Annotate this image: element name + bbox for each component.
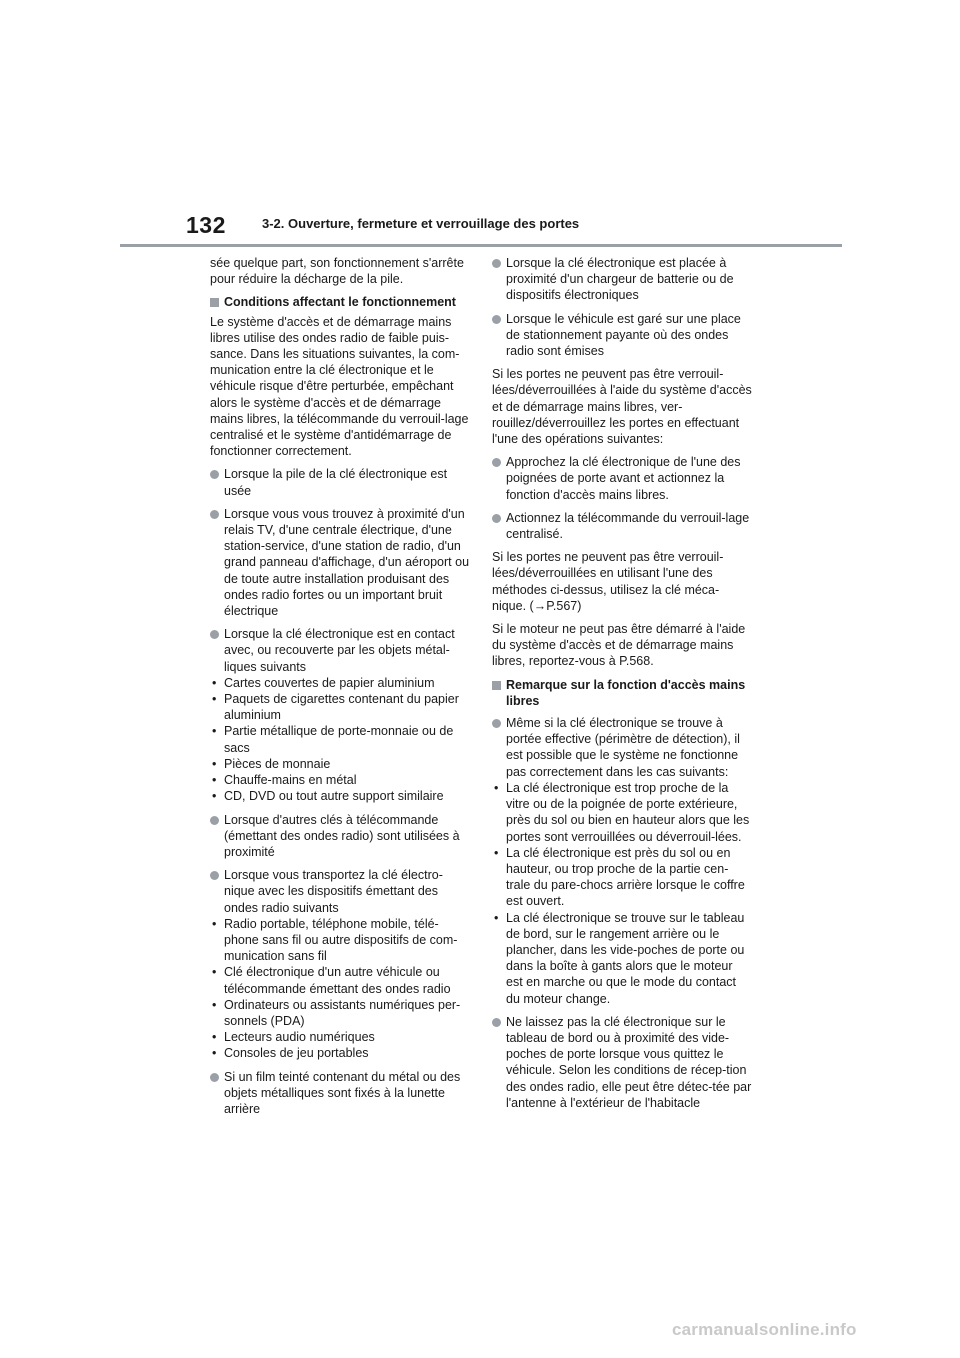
intro-paragraph: sée quelque part, son fonctionnement s'arrête pour réduire la décharge de la pile. <box>210 256 464 287</box>
circle-bullet-icon <box>210 1073 219 1082</box>
bullet-item <box>492 311 752 360</box>
section-heading <box>210 294 470 310</box>
sub-list-item: • La clé électronique est trop proche de la vitre ou de la poignée de porte extérieure, près du sol ou bien en hauteur alors que les portes sont verrouillées ou déverrouil-lées. <box>492 780 752 845</box>
bullet-item <box>210 626 470 675</box>
bullet-item <box>492 454 752 503</box>
sub-list <box>210 675 470 805</box>
bullet-text: Actionnez la télécommande du verrouil-lage centralisé. <box>506 510 750 542</box>
sub-list-item: • Radio portable, téléphone mobile, télé-phone sans fil ou autre dispositifs de com-munication sans fil <box>210 916 470 965</box>
sub-list-item: • Ordinateurs ou assistants numériques per-sonnels (PDA) <box>210 997 470 1029</box>
page-header <box>0 0 960 250</box>
heading-text: Conditions affectant le fonctionnement <box>224 295 456 310</box>
circle-bullet-icon <box>492 458 501 467</box>
body-paragraph: Le système d'accès et de démarrage mains libres utilise des ondes radio de faible puis-sance. Dans les situations suivantes, la com-munication entre la clé électronique et le véhicule risque d'être perturbée, empêchant alors le système d'accès et de démarrage mains libres, la télécommande du verrouil-lage centralisé et le système d'antidémarrage de fonctionner correctement. <box>210 314 469 459</box>
sub-list-item: • Partie métallique de porte-monnaie ou de sacs <box>210 723 470 755</box>
body-paragraph: Si le moteur ne peut pas être démarré à l'aide du système d'accès et de démarrage mains libres, reportez-vous à P.568. <box>492 622 746 669</box>
bullet-text: Lorsque la clé électronique est placée à proximité d'un chargeur de batterie ou de dispositifs électroniques <box>506 256 734 303</box>
heading-text: Remarque sur la fonction d'accès mains libres <box>506 677 746 708</box>
page-number: 132 <box>186 212 226 238</box>
right-column <box>492 255 752 1118</box>
sub-list-item: • Clé électronique d'un autre véhicule ou télécommande émettant des ondes radio <box>210 964 470 996</box>
circle-bullet-icon <box>210 816 219 825</box>
circle-bullet-icon <box>210 510 219 519</box>
sub-list-item: • Paquets de cigarettes contenant du papier aluminium <box>210 691 470 723</box>
bullet-text: Ne laissez pas la clé électronique sur le tableau de bord ou à proximité des vide-poches de porte lorsque vous quittez le véhicule. Selon les conditions de récep-tion des ondes radio, elle peut être détec-tée par l'antenne à l'extérieur de l'habitacle <box>506 1014 752 1110</box>
sub-list-item: • Cartes couvertes de papier aluminium <box>210 675 470 691</box>
bullet-text: Lorsque vous vous trouvez à proximité d'un relais TV, d'une centrale électrique, d'une station-service, d'une station de radio, d'un grand panneau d'affichage, d'un aéroport ou de toute autre installation produisant des ondes radio fortes ou un important bruit électrique <box>224 506 470 619</box>
header-rule <box>120 244 842 247</box>
circle-bullet-icon <box>492 514 501 523</box>
sub-list-item: • CD, DVD ou tout autre support similaire <box>210 788 470 804</box>
sub-list-item: • Lecteurs audio numériques <box>210 1029 470 1045</box>
sub-list-item: • Chauffe-mains en métal <box>210 772 470 788</box>
bullet-item <box>492 1014 752 1111</box>
square-bullet-icon <box>210 298 219 307</box>
section-title: 3-2. Ouverture, fermeture et verrouillage des portes <box>262 216 580 231</box>
circle-bullet-icon <box>210 630 219 639</box>
sub-list-item: • Consoles de jeu portables <box>210 1045 470 1061</box>
bullet-item <box>210 812 470 861</box>
bullet-text: Si un film teinté contenant du métal ou des objets métalliques sont fixés à la lunette arrière <box>224 1069 461 1116</box>
circle-bullet-icon <box>492 1018 501 1027</box>
body-paragraph: Si les portes ne peuvent pas être verrouil-lées/déverrouillées en utilisant l'une des méthodes ci-dessus, utilisez la clé méca-nique. (→P.567) <box>492 550 724 613</box>
bullet-text: Approchez la clé électronique de l'une des poignées de porte avant et actionnez la fonction d'accès mains libres. <box>506 455 741 502</box>
watermark: carmanualsonline.info <box>672 1320 857 1339</box>
bullet-item <box>210 506 470 619</box>
circle-bullet-icon <box>210 470 219 479</box>
bullet-item <box>210 1069 470 1118</box>
sub-list-item: • La clé électronique est près du sol ou en hauteur, ou trop proche de la partie cen-trale du pare-chocs arrière lorsque le coffre est ouvert. <box>492 845 752 910</box>
bullet-text: Lorsque vous transportez la clé électro-nique avec les dispositifs émettant des ondes radio suivants <box>224 868 443 915</box>
bullet-item <box>210 466 470 498</box>
sub-list <box>210 916 470 1062</box>
circle-bullet-icon <box>210 871 219 880</box>
section-heading <box>492 677 752 709</box>
sub-list <box>492 780 752 1007</box>
bullet-text: Lorsque le véhicule est garé sur une place de stationnement payante où des ondes radio sont émises <box>506 311 741 359</box>
circle-bullet-icon <box>492 259 501 268</box>
sub-list-item: • La clé électronique se trouve sur le tableau de bord, sur le rangement arrière ou le plancher, dans les vide-poches de porte ou dans la boîte à gants alors que le moteur est en marche ou que le mode du contact du moteur change. <box>492 910 752 1007</box>
sub-list-item: • Pièces de monnaie <box>210 756 470 772</box>
bullet-item <box>492 510 752 542</box>
bullet-text: Lorsque d'autres clés à télécommande (émettant des ondes radio) sont utilisées à proximité <box>224 812 460 859</box>
square-bullet-icon <box>492 681 501 690</box>
bullet-item <box>210 867 470 916</box>
left-column <box>210 255 470 1124</box>
bullet-text: Lorsque la pile de la clé électronique est usée <box>224 467 448 498</box>
body-paragraph: Si les portes ne peuvent pas être verrouil-lées/déverrouillées à l'aide du système d'accès et de démarrage mains libres, ver-rouillez/déverrouillez les portes en effectuant l'une des opérations suivantes: <box>492 367 752 447</box>
bullet-text: Lorsque la clé électronique est en contact avec, ou recouverte par les objets métal-liques suivants <box>224 627 455 674</box>
bullet-text: Même si la clé électronique se trouve à portée effective (périmètre de détection), il est possible que le système ne fonctionne pas correctement dans les cas suivants: <box>506 716 740 779</box>
circle-bullet-icon <box>492 315 501 324</box>
circle-bullet-icon <box>492 719 501 728</box>
bullet-item <box>492 715 752 780</box>
bullet-item <box>492 255 752 304</box>
